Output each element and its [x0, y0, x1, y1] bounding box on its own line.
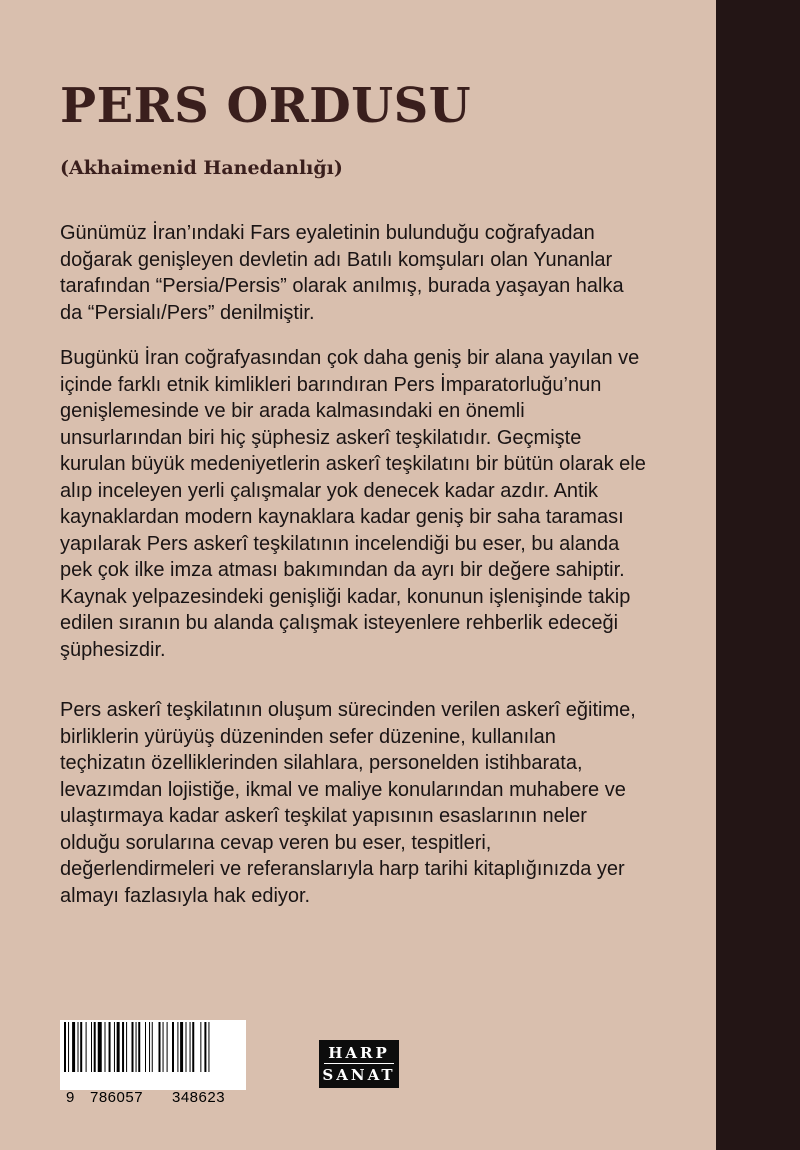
blurb-line: doğarak genişleyen devletin adı Batılı komşuları olan Yunanlar	[60, 248, 613, 271]
blurb-line: ulaştırmaya kadar askerî teşkilat yapısının esaslarının neler	[60, 805, 587, 827]
publisher-logo-word-bottom: SANAT	[322, 1066, 396, 1084]
blurb-line: almayı fazlasıyla hak ediyor.	[60, 884, 311, 907]
barcode-stripe	[177, 1022, 178, 1072]
barcode-stripe	[138, 1022, 140, 1072]
blurb-line: da “Persialı/Pers” denilmiştir.	[60, 301, 315, 324]
book-spine	[716, 0, 800, 1150]
barcode-stripe	[149, 1022, 150, 1072]
blurb-line: Günümüz İran’ındaki Fars eyaletinin bulunduğu coğrafyadan	[60, 222, 595, 244]
blurb-line: edilen sıranın bu alanda çalışmak isteyenlere rehberlik edeceği	[60, 612, 619, 634]
barcode-stripe	[163, 1022, 164, 1072]
barcode-stripe	[91, 1022, 92, 1072]
blurb-line: içinde farklı etnik kimlikleri barındıran Pers İmparatorluğu’nun	[60, 373, 602, 396]
barcode-stripe	[98, 1022, 102, 1072]
blurb-line: genişlemesinde ve bir arada kalmasındaki en önemli	[60, 400, 525, 422]
barcode-stripe	[159, 1022, 161, 1072]
barcode-stripe	[114, 1022, 115, 1072]
barcode-stripe	[180, 1022, 183, 1072]
blurb-paragraph-2	[60, 345, 646, 663]
barcode-stripe	[105, 1022, 106, 1072]
publisher-logo-divider	[324, 1063, 394, 1064]
barcode-stripe	[186, 1022, 187, 1072]
barcode-stripe	[204, 1022, 206, 1072]
blurb-line: unsurlarından biri hiç şüphesiz askerî teşkilatıdır. Geçmişte	[60, 426, 582, 449]
blurb-line: şüphesizdir.	[60, 638, 166, 661]
barcode-stripe	[172, 1022, 174, 1072]
barcode-stripe	[208, 1022, 209, 1072]
barcode-stripe	[126, 1022, 127, 1072]
blurb-line: kurulan büyük medeniyetlerin askerî teşkilatını bir bütün olarak ele	[60, 453, 646, 475]
barcode-stripe	[86, 1022, 87, 1072]
book-subtitle: (Akhaimenid Hanedanlığı)	[60, 157, 343, 179]
blurb-line: olduğu sorularına cevap veren bu eser, tespitleri,	[60, 831, 492, 854]
blurb-line: Kaynak yelpazesindeki genişliği kadar, konunun işlenişinde takip	[60, 585, 631, 608]
barcode-right-digits: 348623	[172, 1089, 226, 1106]
barcode-stripe	[72, 1022, 75, 1072]
blurb-paragraph-3	[60, 697, 636, 909]
barcode-bars	[64, 1022, 242, 1072]
blurb-line: Bugünkü İran coğrafyasından çok daha geniş bir alana yayılan ve	[60, 347, 640, 369]
barcode-lead-digit: 9	[66, 1089, 75, 1106]
barcode-stripe	[117, 1022, 120, 1072]
blurb-paragraph-1	[60, 220, 624, 326]
isbn-barcode	[60, 1020, 246, 1106]
blurb-line: teçhizatın özelliklerinden silahlara, personelden istihbarata,	[60, 752, 583, 774]
blurb-line: levazımdan lojistiğe, ikmal ve maliye konularından muhabere ve	[60, 778, 626, 801]
barcode-left-digits: 786057	[90, 1089, 144, 1106]
blurb-line: tarafından “Persia/Persis” olarak anılmış, burada yaşayan halka	[60, 275, 624, 297]
barcode-stripe	[145, 1022, 146, 1072]
barcode-stripe	[190, 1022, 191, 1072]
barcode-stripe	[132, 1022, 134, 1072]
publisher-logo-word-top: HARP	[328, 1044, 390, 1062]
barcode-stripe	[64, 1022, 66, 1072]
barcode-stripe	[80, 1022, 82, 1072]
barcode-stripe	[122, 1022, 124, 1072]
barcode-stripe	[167, 1022, 168, 1072]
blurb-line: pek çok ilke imza atması bakımından da ayrı bir değere sahiptir.	[60, 559, 625, 581]
publisher-logo	[319, 1040, 399, 1088]
barcode-stripe	[68, 1022, 69, 1072]
barcode-stripe	[136, 1022, 137, 1072]
blurb-line: kaynaklardan modern kaynaklara kadar geniş bir saha taraması	[60, 506, 624, 528]
barcode-stripe	[94, 1022, 96, 1072]
barcode-stripe	[109, 1022, 111, 1072]
blurb-line: yapılarak Pers askerî teşkilatının incelendiği bu eser, bu alanda	[60, 532, 620, 555]
blurb-line: Pers askerî teşkilatının oluşum sürecinden verilen askerî eğitime,	[60, 699, 636, 721]
blurb-line: birliklerin yürüyüş düzeninden sefer düzenine, kullanılan	[60, 725, 556, 748]
barcode-stripe	[152, 1022, 153, 1072]
barcode-stripe	[78, 1022, 79, 1072]
barcode-stripe	[200, 1022, 201, 1072]
barcode-stripe	[192, 1022, 194, 1072]
book-title: PERS ORDUSU	[60, 78, 472, 134]
blurb-line: değerlendirmeleri ve referanslarıyla harp tarihi kitaplığınızda yer	[60, 858, 625, 880]
blurb-line: alıp inceleyen yerli çalışmalar yok denecek kadar azdır. Antik	[60, 479, 599, 502]
